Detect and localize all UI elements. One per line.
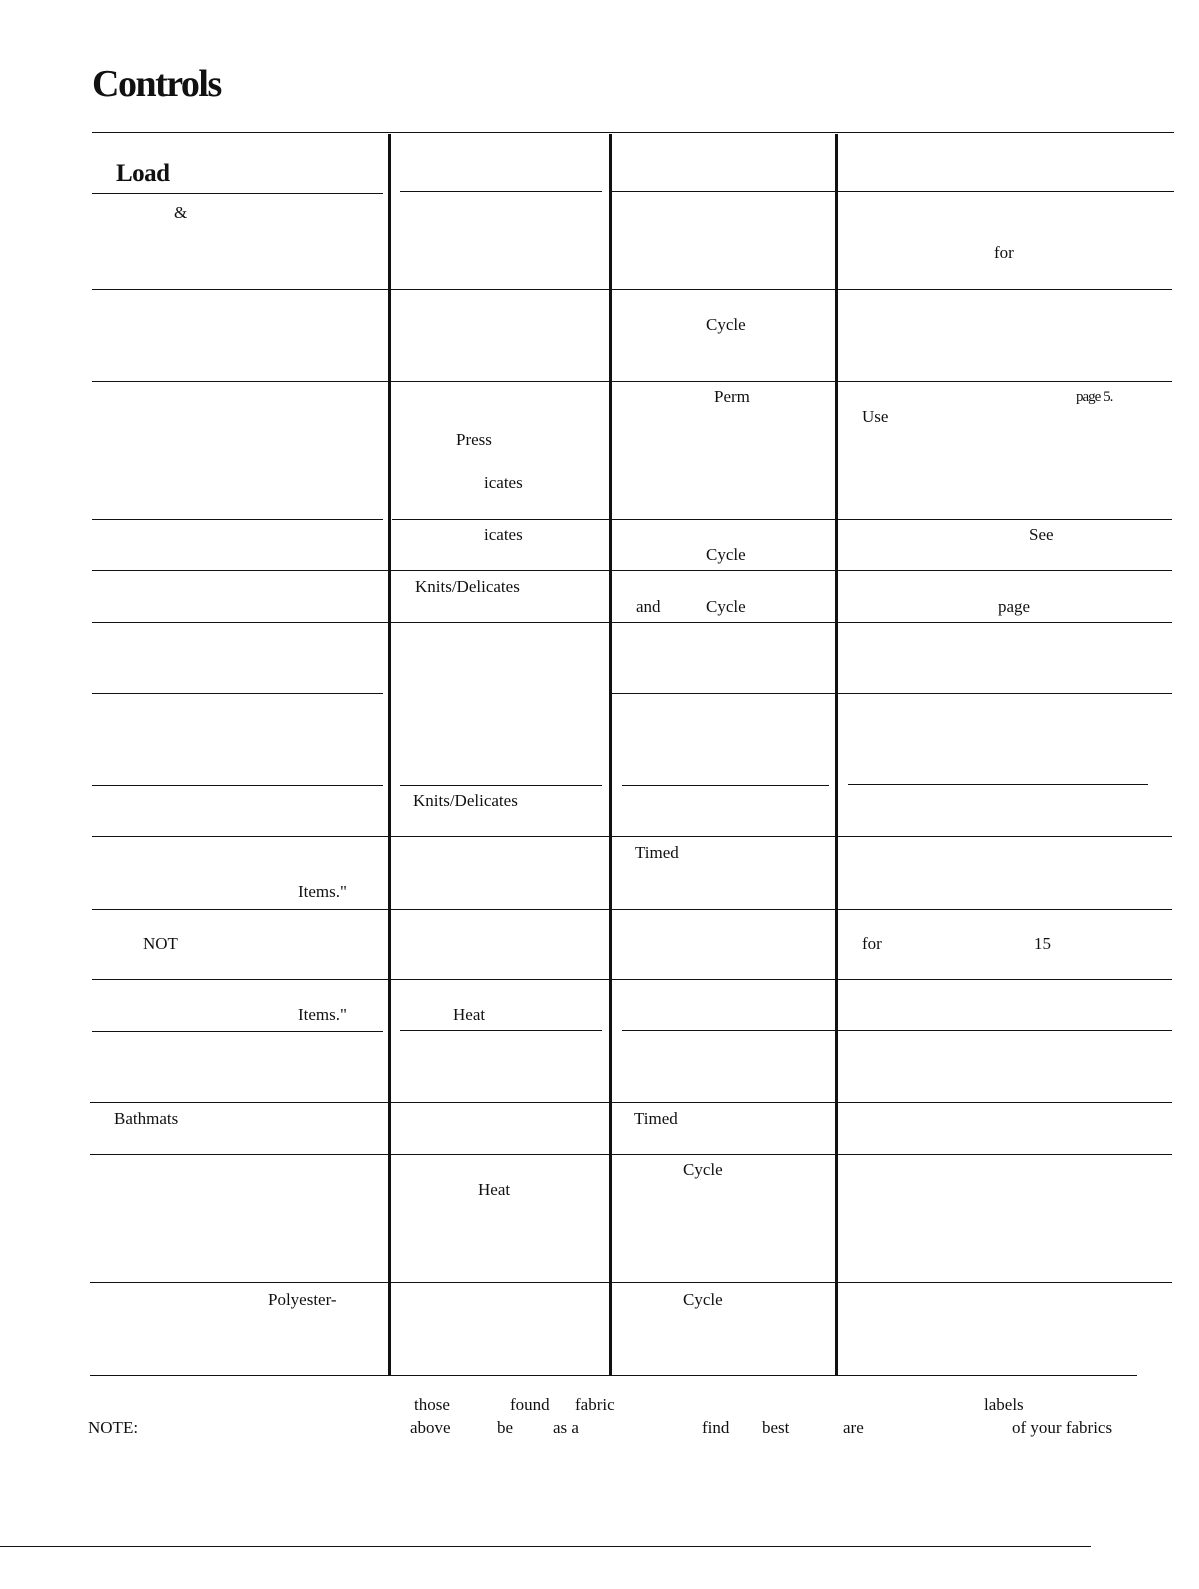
row-rule bbox=[400, 785, 602, 786]
note-word: fabric bbox=[575, 1395, 615, 1414]
column-divider-2 bbox=[609, 134, 612, 1376]
note-word: of your fabrics bbox=[1012, 1418, 1113, 1437]
not-text: NOT bbox=[143, 934, 178, 953]
icates-text: icates bbox=[484, 525, 523, 544]
note-word: found bbox=[510, 1395, 550, 1414]
icates-text: icates bbox=[484, 473, 523, 492]
items-text: Items." bbox=[298, 882, 347, 901]
timed-text: Timed bbox=[635, 843, 679, 862]
note-word: those bbox=[414, 1395, 450, 1414]
press-text: Press bbox=[456, 430, 492, 449]
row-rule bbox=[92, 1031, 383, 1032]
knits-delicates-text: Knits/Delicates bbox=[415, 577, 520, 596]
row-rule bbox=[92, 836, 1172, 837]
see-text: See bbox=[1029, 525, 1054, 544]
note-word: be bbox=[497, 1418, 514, 1437]
page-ref-text: page 5. bbox=[1076, 389, 1113, 405]
row-rule bbox=[400, 1030, 602, 1031]
row-rule bbox=[92, 570, 1172, 571]
perm-text: Perm bbox=[714, 387, 750, 406]
note-word: are bbox=[843, 1418, 864, 1437]
row-rule bbox=[92, 193, 383, 194]
row-rule bbox=[400, 191, 602, 192]
row-rule bbox=[612, 191, 1174, 192]
row-rule bbox=[92, 519, 383, 520]
for-text: for bbox=[994, 243, 1014, 262]
row-rule bbox=[848, 784, 1148, 785]
row-rule bbox=[392, 519, 1172, 520]
cycle-text: Cycle bbox=[706, 597, 746, 616]
row-rule bbox=[622, 1030, 1172, 1031]
cycle-text: Cycle bbox=[706, 315, 746, 334]
row-rule bbox=[90, 1282, 1172, 1283]
table-top-rule bbox=[92, 132, 1174, 133]
bathmats-text: Bathmats bbox=[114, 1109, 179, 1128]
cycle-text: Cycle bbox=[706, 545, 746, 564]
use-text: Use bbox=[862, 407, 889, 426]
cycle-text: Cycle bbox=[683, 1160, 723, 1179]
row-rule bbox=[612, 693, 1172, 694]
timed-text: Timed bbox=[634, 1109, 678, 1128]
row-rule bbox=[92, 381, 1172, 382]
row-rule bbox=[92, 909, 1172, 910]
load-column-header: Load bbox=[116, 160, 170, 187]
column-divider-3 bbox=[835, 134, 838, 1376]
column-divider-1 bbox=[388, 134, 391, 1376]
heat-text: Heat bbox=[453, 1005, 486, 1024]
page-title: Controls bbox=[92, 63, 221, 105]
row-rule bbox=[92, 785, 383, 786]
row-rule bbox=[90, 1154, 1172, 1155]
table-bottom-rule bbox=[90, 1375, 1137, 1376]
cycle-text: Cycle bbox=[683, 1290, 723, 1309]
note-word: as a bbox=[553, 1418, 579, 1437]
items-text: Items." bbox=[298, 1005, 347, 1024]
knits-delicates-text: Knits/Delicates bbox=[413, 791, 518, 810]
row-rule bbox=[92, 693, 383, 694]
page-text: page bbox=[998, 597, 1031, 616]
heat-text: Heat bbox=[478, 1180, 511, 1199]
polyester-text: Polyester- bbox=[268, 1290, 337, 1309]
row-rule bbox=[622, 785, 829, 786]
row-rule bbox=[92, 979, 1172, 980]
row-rule bbox=[92, 289, 1172, 290]
note-label: NOTE: bbox=[88, 1418, 139, 1437]
for-text: for bbox=[862, 934, 882, 953]
number-text: 15 bbox=[1034, 934, 1051, 953]
note-word: above bbox=[410, 1418, 451, 1437]
note-word: find bbox=[702, 1418, 730, 1437]
note-word: labels bbox=[984, 1395, 1024, 1414]
note-word: best bbox=[762, 1418, 790, 1437]
and-text: and bbox=[636, 597, 661, 616]
row-rule bbox=[90, 1102, 1172, 1103]
row-rule bbox=[92, 622, 852, 623]
ampersand-text: & bbox=[174, 203, 188, 222]
row-rule bbox=[852, 622, 1172, 623]
page-bottom-rule bbox=[0, 1546, 1091, 1547]
